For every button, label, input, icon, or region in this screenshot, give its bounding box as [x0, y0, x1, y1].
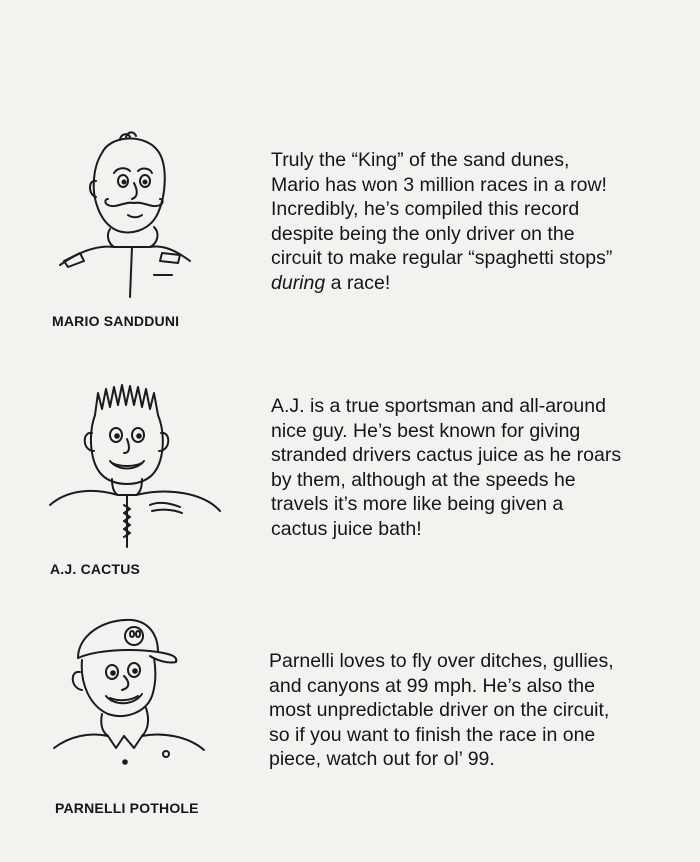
mario-sandduni-portrait — [50, 125, 200, 305]
bio-line: despite being the only driver on the — [271, 222, 575, 245]
driver-bio-aj — [271, 394, 671, 541]
bio-line: Mario has won 3 million races in a row! — [271, 173, 607, 196]
bio-line: by them, although at the speeds he — [271, 468, 576, 491]
bio-line: Incredibly, he’s compiled this record — [271, 198, 580, 220]
driver-bio-mario — [271, 148, 671, 295]
bio-line-last — [271, 271, 671, 296]
bio-line: and canyons at 99 mph. He’s also the — [269, 674, 595, 697]
bio-line: Truly the “King” of the sand dunes, — [271, 149, 570, 171]
bio-line: circuit to make regular “spaghetti stops” — [271, 247, 613, 269]
bio-line: cactus juice bath! — [271, 517, 422, 540]
driver-name-aj: A.J. CACTUS — [50, 561, 141, 577]
bio-line: most unpredictable driver on the circuit, — [269, 699, 610, 721]
bio-line: A.J. is a true sportsman and all-around — [271, 395, 606, 417]
parnelli-pothole-portrait — [50, 612, 210, 782]
aj-cactus-portrait — [40, 375, 230, 550]
driver-name-parnelli: PARNELLI POTHOLE — [55, 800, 199, 816]
bio-line: piece, watch out for ol’ 99. — [269, 748, 495, 770]
bio-line: so if you want to finish the race in one — [269, 723, 596, 746]
driver-bio-parnelli — [269, 649, 669, 772]
driver-name-mario: MARIO SANDDUNI — [52, 313, 180, 329]
bio-emphasis: during — [271, 271, 326, 294]
bio-line-rest: a race! — [325, 271, 391, 294]
bio-line: travels it’s more like being given a — [271, 493, 564, 515]
bio-line: stranded drivers cactus juice as he roars — [271, 444, 622, 466]
bio-line: Parnelli loves to fly over ditches, gullies, — [269, 650, 614, 672]
bio-line: nice guy. He’s best known for giving — [271, 419, 581, 442]
